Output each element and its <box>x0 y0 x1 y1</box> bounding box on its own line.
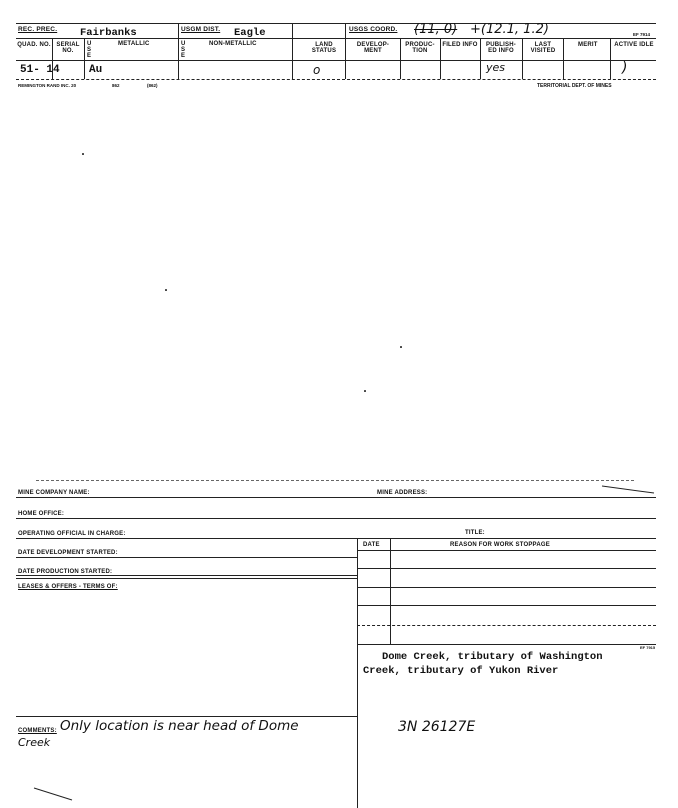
location-line-2: Creek, tributary of Yukon River <box>363 665 559 677</box>
col-development: DEVELOP-MENT <box>356 42 390 54</box>
use-letter: E <box>181 53 186 59</box>
comments-line-2: Creek <box>18 736 51 749</box>
col-last-visited: LAST VISITED <box>530 42 556 54</box>
divider <box>292 23 293 38</box>
stoppage-row-rule <box>357 644 656 645</box>
column-header-rule <box>16 60 656 61</box>
location-line-1: Dome Creek, tributary of Washington <box>382 651 603 663</box>
divider <box>84 38 85 79</box>
operating-official-label: OPERATING OFFICIAL IN CHARGE: <box>18 531 126 537</box>
use-letter: S <box>87 47 92 53</box>
comments-top-rule <box>16 716 358 717</box>
usgm-dist-label: USGM DIST. <box>181 26 221 33</box>
operating-official-rule <box>16 538 656 539</box>
date-prod-rule <box>16 575 358 576</box>
scan-speck <box>82 153 84 155</box>
scan-speck <box>400 346 402 348</box>
published-info-value: yes <box>486 61 506 74</box>
col-active-idle: ACTIVE IDLE <box>614 42 654 48</box>
card-top-rule <box>16 23 656 24</box>
divider <box>400 38 401 79</box>
divider <box>610 38 611 79</box>
col-metallic: METALLIC <box>118 41 150 47</box>
card-top-edge <box>36 480 634 481</box>
home-office-label: HOME OFFICE: <box>18 511 65 517</box>
metallic-value: Au <box>89 64 103 76</box>
date-prod-rule-double <box>16 578 358 579</box>
stoppage-row-rule <box>357 605 656 606</box>
title-label: TITLE: <box>465 530 485 536</box>
usgm-dist-value: Eagle <box>234 27 266 39</box>
col-published-info: PUBLISH-ED INFO <box>486 42 516 54</box>
use-letter: E <box>87 53 92 59</box>
table-divider <box>357 538 358 808</box>
rec-prec-value: Fairbanks <box>80 27 137 39</box>
home-office-rule <box>16 518 656 519</box>
date-production-started-label: DATE PRODUCTION STARTED: <box>18 569 113 575</box>
col-merit: MERIT <box>578 42 598 48</box>
use-letter: S <box>181 47 186 53</box>
data-row-rule <box>16 79 656 80</box>
comments-line-1: Only location is near head of Dome <box>60 718 299 734</box>
quad-serial-value: 51- 14 <box>20 64 60 76</box>
company-name-rule <box>16 497 656 498</box>
use-letter: U <box>181 41 186 47</box>
col-serial-no: SERIAL NO. <box>56 42 80 54</box>
divider <box>345 23 346 79</box>
territorial-dept-imprint: TERRITORIAL DEPT. OF MINES <box>537 83 612 89</box>
scan-speck <box>165 289 167 291</box>
use-letter: U <box>87 41 92 47</box>
date-dev-rule <box>16 557 358 558</box>
divider <box>440 38 441 79</box>
divider <box>178 23 179 79</box>
stoppage-row-rule <box>357 587 656 588</box>
leases-offers-label: LEASES & OFFERS - TERMS OF: <box>18 584 118 590</box>
stray-pen-mark <box>30 785 75 803</box>
mine-company-name-label: MINE COMPANY NAME: <box>18 490 90 496</box>
form-number: EF 7915 <box>640 645 656 650</box>
col-filed-info: FILED INFO <box>442 42 478 48</box>
form-number: EF 7914 <box>633 32 651 37</box>
date-development-started-label: DATE DEVELOPMENT STARTED: <box>18 550 118 556</box>
imprint-code: (862) <box>147 83 158 88</box>
imprint-code: 862 <box>112 83 120 88</box>
stoppage-row-rule <box>357 625 656 626</box>
col-non-metallic: NON-METALLIC <box>209 41 257 47</box>
handwritten-coordinates: 3N 26127E <box>398 719 476 735</box>
stray-pen-mark <box>600 484 656 496</box>
date-col-divider <box>390 538 391 644</box>
printer-imprint: REMINGTON RAND INC. 20 <box>18 83 77 88</box>
stoppage-header-rule <box>357 550 656 551</box>
divider <box>480 38 481 79</box>
col-use-non-metallic <box>181 41 186 59</box>
col-use-metallic <box>87 41 92 59</box>
mine-address-label: MINE ADDRESS: <box>377 490 428 496</box>
stoppage-row-rule <box>357 568 656 569</box>
comments-label: COMMENTS: <box>18 728 57 734</box>
usgs-coord-label: USGS COORD. <box>349 26 398 33</box>
divider <box>522 38 523 79</box>
land-status-value: o <box>313 63 321 77</box>
rec-prec-label: REC. PREC. <box>18 26 58 33</box>
date-column-label: DATE <box>363 542 380 548</box>
scan-speck <box>364 390 366 392</box>
col-production: PRODUC-TION <box>405 42 435 54</box>
col-land-status: LAND STATUS <box>311 42 337 54</box>
divider <box>292 38 293 79</box>
divider <box>563 38 564 79</box>
reason-column-label: REASON FOR WORK STOPPAGE <box>450 542 550 548</box>
active-idle-value: ) <box>622 60 628 76</box>
col-quad-no: QUAD. NO. <box>17 42 51 48</box>
usgs-coord-value: +(12.1, 1.2) <box>470 22 549 37</box>
usgs-coord-struck-value: (11, 0) <box>414 22 458 37</box>
